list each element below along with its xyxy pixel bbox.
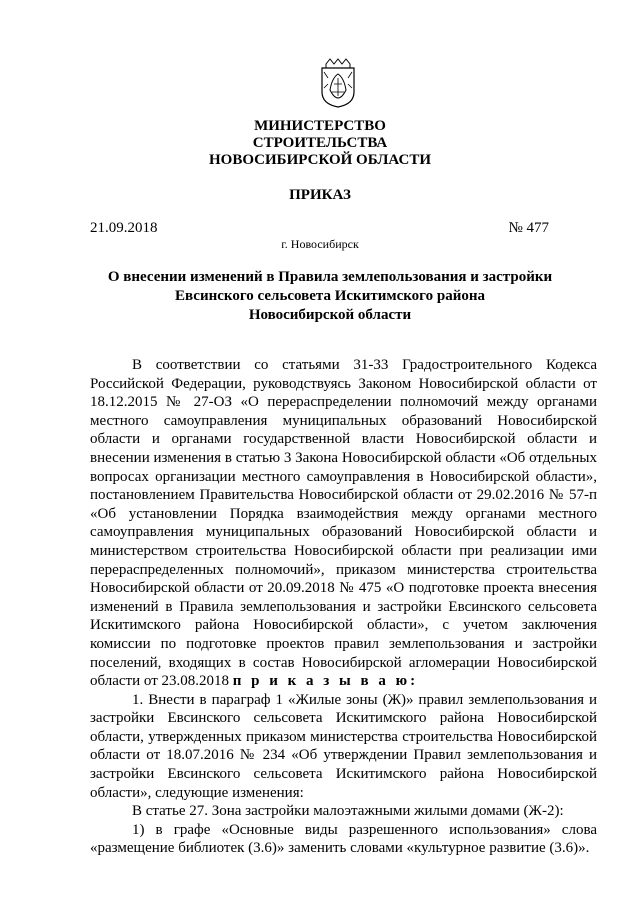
preamble-text: В соответствии со статьями 31-33 Градостроительного Кодекса Российской Федерации, руководствуясь Законом Новосибирской области от 18.12.2015 № 27-ОЗ «О перераспределении полномочий между органами местного самоуправления муниципальных образований Новосибирской области и органами государственной власти Новосибирской области и внесении изменения в статью 3 Закона Новосибирской области «Об отдельных вопросах организации местного самоуправления в Новосибирской области», постановлением Правительства Новосибирской области от 29.02.2016 № 57-п «Об установлении Порядка взаимодействия между органами местного самоуправления муниципальных образований Новосибирской области и министерством строительства Новосибирской области при реализации ими перераспределенных полномочий», приказом министерства строительства Новосибирской области от 20.09.2018 № 475 «О подготовке проекта внесения изменений в Правила землепользования и застройки Евсинского сельсовета Искитимского района Новосибирской области», с учетом заключения комиссии по подготовке проектов правил землепользования и застройки поселений, входящих в состав Новосибирской агломерации Новосибирской области от 23.08.2018 xyxy=(90,357,597,690)
ministry-name-line1: МИНИСТЕРСТВО xyxy=(254,118,386,134)
ministry-name xyxy=(0,118,640,169)
order-title-line3: Новосибирской области xyxy=(248,307,412,323)
order-title xyxy=(100,268,560,325)
order-body xyxy=(90,356,597,858)
document-type: ПРИКАЗ xyxy=(289,187,351,203)
order-date: 21.09.2018 xyxy=(90,220,158,236)
preamble-paragraph xyxy=(90,356,597,691)
clause-1-paragraph: 1. Внести в параграф 1 «Жилые зоны (Ж)» правил землепользования и застройки Евсинского сельсовета Искитимского района Новосибирской области, утвержденных приказом министерства строительства Новосибирской области от 18.07.2016 № 234 «Об утверждении Правил землепользования и застройки Евсинского сельсовета Искитимского района Новосибирской области», следующие изменения: xyxy=(90,691,597,801)
order-title-line1: О внесении изменений в Правила землепользования и застройки xyxy=(107,269,553,285)
order-word: п р и к а з ы в а ю: xyxy=(232,673,419,690)
coat-of-arms-emblem xyxy=(318,58,358,108)
order-number: № 477 xyxy=(508,220,549,236)
ministry-name-line2: СТРОИТЕЛЬСТВА xyxy=(252,135,388,151)
article-27-paragraph: В статье 27. Зона застройки малоэтажными жилыми домами (Ж-2): xyxy=(132,803,564,820)
subclause-1-paragraph: 1) в графе «Основные виды разрешенного использования» слова «размещение библиотек (3.6)» заменить словами «культурное развитие (3.6)». xyxy=(90,821,597,857)
ministry-name-line3: НОВОСИБИРСКОЙ ОБЛАСТИ xyxy=(208,152,432,168)
order-city: г. Новосибирск xyxy=(281,237,359,251)
order-title-line2: Евсинского сельсовета Искитимского района xyxy=(175,288,485,304)
